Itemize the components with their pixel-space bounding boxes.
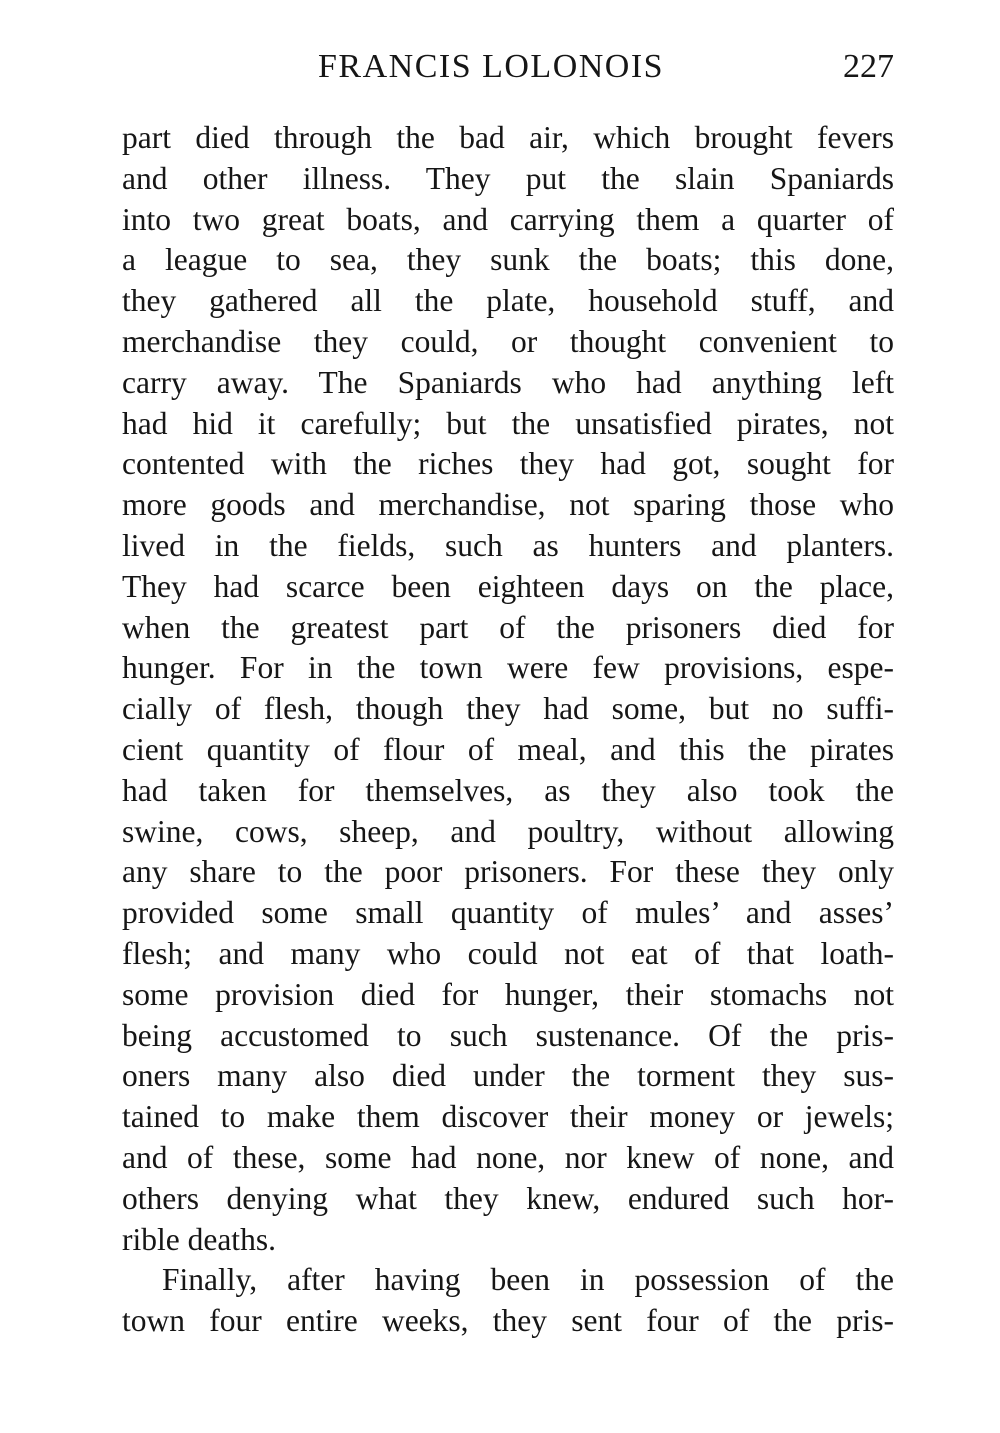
text-line: tained to make them discover their money or jewels;: [122, 1099, 894, 1135]
text-line: cient quantity of flour of meal, and this the pirates: [122, 731, 894, 767]
text-line: part died through the bad air, which brought fevers: [122, 120, 894, 155]
text-line: contented with the riches they had got, sought for: [122, 446, 894, 482]
text-line: and of these, some had none, nor knew of none, and: [122, 1139, 894, 1175]
text-line: when the greatest part of the prisoners died for: [122, 609, 894, 645]
running-head: [122, 42, 894, 92]
text-line: and other illness. They put the slain Spaniards: [122, 160, 894, 196]
text-line: flesh; and many who could not eat of that loath-: [122, 935, 894, 971]
body-text: [122, 118, 894, 1342]
paragraph-last-line: rible deaths.: [122, 1221, 276, 1257]
text-line: more goods and merchandise, not sparing those who: [122, 487, 894, 523]
text-line: had taken for themselves, as they also took the: [122, 772, 894, 808]
text-line: some provision died for hunger, their stomachs not: [122, 976, 894, 1012]
text-line: cially of flesh, though they had some, but no suffi-: [122, 691, 894, 727]
text-line: had hid it carefully; but the unsatisfied pirates, not: [122, 405, 894, 441]
text-line: merchandise they could, or thought convenient to: [122, 323, 894, 359]
text-line: a league to sea, they sunk the boats; this done,: [122, 242, 894, 278]
text-line: swine, cows, sheep, and poultry, without allowing: [122, 813, 894, 849]
paragraph-first-line: Finally, after having been in possession of the: [162, 1262, 894, 1298]
text-line: they gathered all the plate, household stuff, and: [122, 283, 894, 319]
text-line: into two great boats, and carrying them a quarter of: [122, 201, 894, 237]
text-line: oners many also died under the torment they sus-: [122, 1058, 894, 1094]
text-line: town four entire weeks, they sent four of the pris-: [122, 1303, 894, 1339]
text-line: carry away. The Spaniards who had anything left: [122, 364, 894, 400]
page-number: 227: [843, 48, 894, 85]
running-title: FRANCIS LOLONOIS: [318, 48, 665, 85]
text-line: lived in the fields, such as hunters and planters.: [122, 527, 894, 563]
text-line: any share to the poor prisoners. For these they only: [122, 854, 894, 890]
text-line: others denying what they knew, endured such hor-: [122, 1180, 894, 1216]
text-line: being accustomed to such sustenance. Of the pris-: [122, 1017, 894, 1053]
text-line: hunger. For in the town were few provisions, espe-: [122, 650, 894, 686]
text-line: They had scarce been eighteen days on the place,: [122, 568, 894, 604]
text-line: provided some small quantity of mules’ and asses’: [122, 895, 894, 931]
